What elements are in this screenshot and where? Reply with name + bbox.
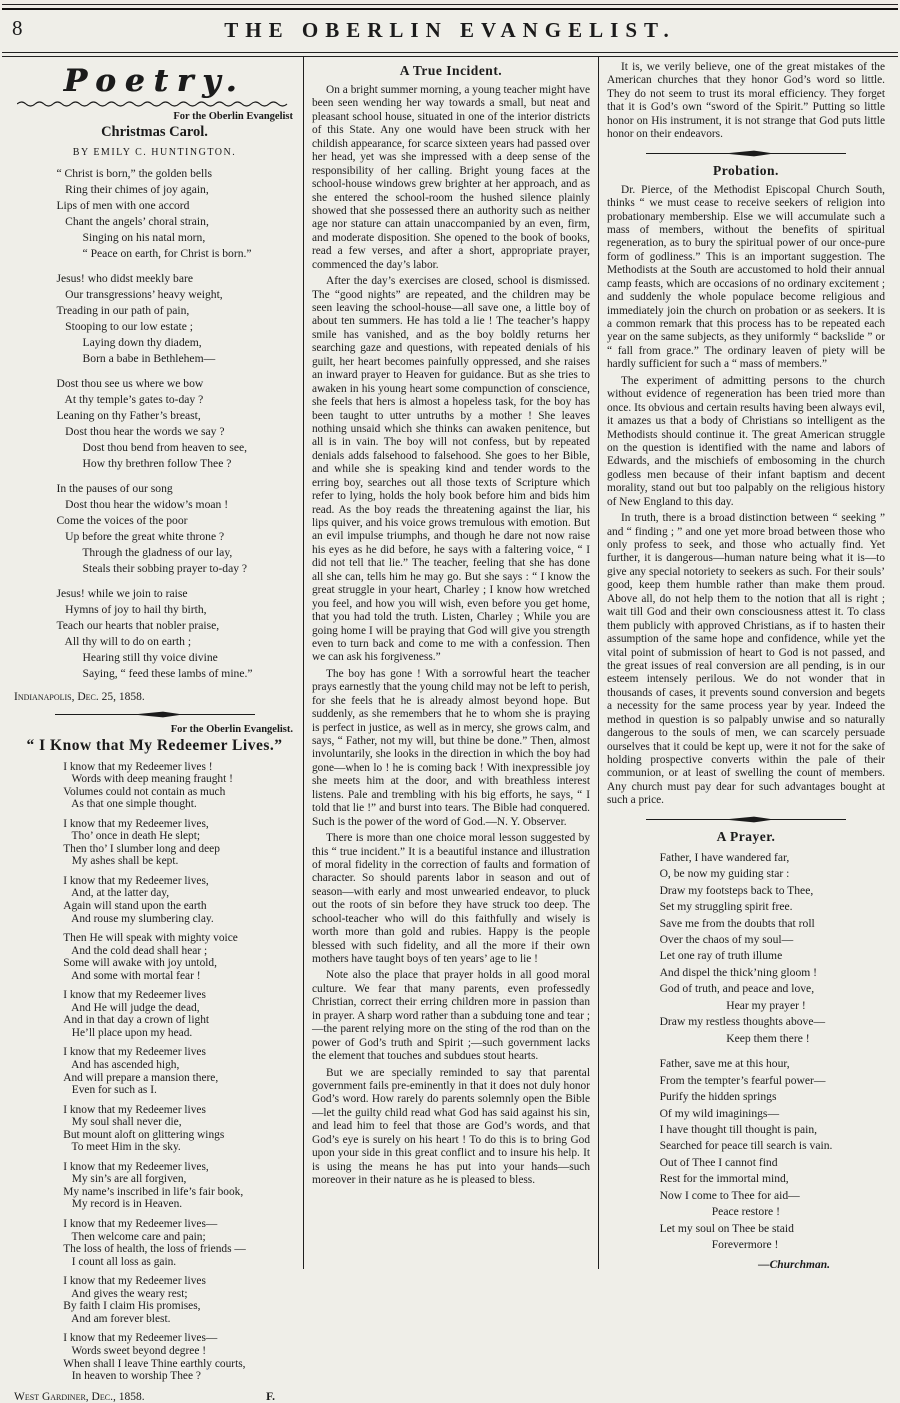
poem-line: Stooping to our low estate ; bbox=[56, 319, 193, 333]
poem-stanza bbox=[63, 818, 246, 868]
poem2-body bbox=[63, 761, 246, 1390]
poem-line: At thy temple’s gates to-day ? bbox=[56, 392, 204, 406]
poem-stanza bbox=[660, 850, 833, 1047]
poem-line: Then He will speak with mighty voice bbox=[63, 932, 238, 945]
poem-line: “ Peace on earth, for Christ is born.” bbox=[56, 246, 252, 260]
poem-line: I know that my Redeemer lives— bbox=[63, 1332, 218, 1345]
poem-line: And gives the weary rest; bbox=[63, 1287, 188, 1300]
page-header bbox=[10, 12, 890, 50]
poem-stanza bbox=[63, 761, 246, 811]
section-divider-rule bbox=[607, 149, 885, 158]
poem-line: My name’s inscribed in life’s fair book, bbox=[63, 1185, 244, 1198]
poem-line: All thy will to do on earth ; bbox=[56, 634, 192, 648]
poem2-signature: F. bbox=[266, 1390, 275, 1403]
page-number: 8 bbox=[12, 16, 23, 40]
poem-line: From the tempter’s fearful power— bbox=[659, 1073, 826, 1087]
poem2-title: “ I Know that My Redeemer Lives.” bbox=[26, 736, 283, 754]
poem1-title: Christmas Carol. bbox=[101, 124, 208, 140]
poem-line: Our transgressions’ heavy weight, bbox=[56, 287, 223, 301]
continuation-paragraph: It is, we verily believe, one of the great mistakes of the American churches that they honor God’s word so little. They do not seem to trust its moral efficiency. They forget that it is God’s own “sword of the Spirit.” Putting so little honor on His instrument, it is not strange that God puts little honor on their endeavors. bbox=[607, 61, 885, 141]
poem-line: Treading in our path of pain, bbox=[56, 303, 190, 317]
incident-article-body bbox=[312, 84, 590, 1187]
poem-stanza bbox=[660, 1056, 833, 1253]
incident-article-title: A True Incident. bbox=[399, 63, 503, 78]
poem-line: Let my soul on Thee be staid bbox=[659, 1221, 794, 1235]
section-divider-rule bbox=[14, 710, 295, 719]
poem-line: Out of Thee I cannot find bbox=[659, 1155, 778, 1169]
poem-line: Laying down thy diadem, bbox=[56, 335, 202, 349]
poem-line: Dost thou see us where we bow bbox=[56, 376, 204, 390]
poem1-body bbox=[56, 166, 252, 691]
poem-line: Father, I have wandered far, bbox=[659, 850, 790, 864]
poem-line: In heaven to worship Thee ? bbox=[63, 1370, 201, 1383]
poem-line: Steals their sobbing prayer to-day ? bbox=[56, 561, 248, 575]
poem-line: Words sweet beyond degree ! bbox=[63, 1344, 207, 1357]
poem-stanza bbox=[63, 1332, 246, 1382]
poem-line: Singing on his natal morn, bbox=[56, 230, 206, 244]
poem-line: And in that day a crown of light bbox=[63, 1014, 210, 1027]
poem-line: Dost thou hear the words we say ? bbox=[56, 424, 225, 438]
poem-line: My sin’s are all forgiven, bbox=[63, 1173, 187, 1186]
article-paragraph: The experiment of admitting persons to the church without evidence of regeneration has been tried more than once. Its obvious and certain results having been always evil, it amazes us that a body of Christians so intelligent as the Methodists should continue it. The great American struggle on the question is identified with the name and labors of Edwards, and the mischiefs of embosoming in the church godless men because of their infant baptism and decent morality, stand out but too palpably on the religious history of New England to this day. bbox=[607, 374, 885, 508]
poem-stanza bbox=[56, 376, 252, 472]
article-paragraph: The boy has gone ! With a sorrowful heart the teacher prays earnestly that the young child may not be left to perish, for she feels that he is already almost beyond hope. But suddenly, as she remembers that he to whom she is praying is perfect in justice, as well as in mercy, she grows calm, and says, “ Father, not my will, but thine be done.” Then, almost involuntarily, she looks in the direction in which the boy had gone—when lo ! he is coming back ! With inexpressible joy she meets him at the door, and with breathless interest listens. Pale and trembling with his big efforts, he says, “ I told that lie !” and burst into tears. The Bible had conquered. Such is the power of the word of God.—N. Y. Observer. bbox=[312, 667, 590, 828]
poem-stanza bbox=[56, 166, 252, 262]
poem-line: As that one simple thought. bbox=[63, 798, 197, 811]
page-top-rule bbox=[2, 4, 898, 10]
poem-stanza bbox=[63, 932, 246, 982]
poem-line: O, be now my guiding star : bbox=[659, 867, 790, 881]
poem-stanza bbox=[63, 1046, 246, 1096]
poem-line: Teach our hearts that nobler praise, bbox=[56, 618, 220, 632]
poem-line: When shall I leave Thine earthly courts, bbox=[63, 1357, 246, 1370]
poem-line: I know that my Redeemer lives, bbox=[63, 1160, 209, 1173]
poem-line: Hearing still thy voice divine bbox=[56, 650, 218, 664]
poem-line: He’ll place upon my head. bbox=[63, 1026, 193, 1039]
poem-line: Born a babe in Bethlehem— bbox=[56, 351, 216, 365]
poem2-dateline: West Gardiner, Dec., 1858. bbox=[14, 1390, 145, 1403]
poem-line: Set my struggling spirit free. bbox=[659, 900, 793, 914]
article-paragraph: On a bright summer morning, a young teacher might have been seen wending her way towards a small, but neat and pleasant school house, situated in one of the interior districts of this State. Any one would have been struck with her childish appearance, for scarce sixteen years had passed over her head, yet was she impressed with a deep sense of the responsibility of her calling. Bright young faces at the school-house windows grew brighter at her approach, and as she entered the school-room the hushed silence plainly showed that she possessed there an authority such as neither age nor stature can attain unaccompanied by an even, firm, and moderate disposition. She opened to the book of books, read a few verses, and after a short, appropriate prayer, commenced the day’s labor. bbox=[312, 84, 590, 271]
poem-line: Even for such as I. bbox=[63, 1084, 157, 1097]
poem-line: Chant the angels’ choral strain, bbox=[56, 214, 209, 228]
poem-line: The loss of health, the loss of friends — bbox=[63, 1243, 246, 1256]
poem-line: And the cold dead shall hear ; bbox=[63, 944, 208, 957]
lead-paragraph-block bbox=[607, 61, 885, 142]
poem-line: To meet Him in the sky. bbox=[63, 1141, 181, 1154]
poem-line: Again will stand upon the earth bbox=[63, 900, 207, 912]
poem-line: My soul shall never die, bbox=[63, 1116, 182, 1129]
column-incident bbox=[303, 57, 599, 1269]
poem-line: Draw my restless thoughts above— bbox=[659, 1015, 826, 1029]
poem-line: And am forever blest. bbox=[63, 1312, 171, 1325]
poem1-credit: For the Oberlin Evangelist bbox=[173, 111, 293, 122]
poem-line: And some with mortal fear ! bbox=[63, 969, 201, 982]
poem-line: But mount aloft on glittering wings bbox=[63, 1128, 225, 1141]
poem-line: I know that my Redeemer lives bbox=[63, 1046, 206, 1059]
poem-line: Ring their chimes of joy again, bbox=[56, 182, 209, 196]
poem1-byline: BY EMILY C. HUNTINGTON. bbox=[72, 147, 237, 158]
prayer-poem-title: A Prayer. bbox=[716, 828, 776, 844]
poem-line: Rest for the immortal mind, bbox=[659, 1172, 789, 1186]
poem1-dateline: Indianapolis, Dec. 25, 1858. bbox=[14, 690, 145, 703]
poem-line: Dost thou hear the widow’s moan ! bbox=[56, 497, 229, 511]
poem-line: And dispel the thick’ning gloom ! bbox=[659, 965, 818, 979]
poem-line: Volumes could not contain as much bbox=[63, 785, 226, 798]
article-paragraph: There is more than one choice moral lesson suggested by this “ true incident.” It is a beautiful instance and illustration of moral fidelity in the correction of faults and formation of character. So should parents labor in season and out of season—with early and most unwearied endeavor, to pluck out the roots of sin before they have struck too deep. The school-teacher who will do this faithfully and wisely is worth more than gold and rubies. Happy is the people blessed with such fidelity, and all the more if their own mothers have taught boys of ten years’ age to lie ! bbox=[312, 832, 590, 965]
wavy-rule bbox=[17, 100, 293, 108]
poem-stanza bbox=[56, 586, 252, 682]
poem-line: And has ascended high, bbox=[63, 1059, 180, 1072]
article-paragraph: Note also the place that prayer holds in all good moral culture. We fear that many parents, even professedly Christian, correct their erring children more in passion than in prayer. A sharp word rather than a subduing tone and tear ;—the parent relying more on the sting of the rod than on the power of God’s truth and Spirit ;—such government lacks the element that touches and subdues stout hearts. bbox=[312, 969, 590, 1063]
page-columns bbox=[6, 57, 894, 1403]
article-paragraph: But we are specially reminded to say that parental government fails pre-eminently in that it does not duly honor God’s word. How rarely do parents solemnly open the Bible—let the guilty child read what God has said against his sin, and lead him to feel that those are God’s words, and that God’s eye is surely on his heart ! To do this is to bring God upon your side in this great conflict and to insure his help. It is using the means he has put into your hands—such moreover in their nature as he is pleased to bless. bbox=[312, 1066, 590, 1186]
article-paragraph: In truth, there is a broad distinction between “ seeking ” and “ finding ; ” and one yet more broad between those who only profess to seek, and those who actually find. Yet further, it is dangerous—human nature being what it is—to give any special notoriety to seekers as such. For their souls’ good, keep them humble rather than make them proud. Above all, do not help them to the notion that all is right ; wait till God and their own consciousness attest it. To class them publicly with approved Christians, as if to hasten their assumption of the same hope and confidence, while yet the vital point of submission of heart to God is not passed, and the great issues of real conversion are all pending, is in our esteem intensely perilous. We do not wonder that in thousands of cases, it prevents sound conversion and begets a necessity for the same process year by year. Indeed the method in question is so palpably unwise and so naturally dangerous to the souls of men, we can scarcely persuade ourselves that it could be kept up, were it not for the sake of holding prospective converts within the pale of their communion, or at least of swelling the count of members. Any church must pay dear for such advantages bought at such a price. bbox=[607, 512, 885, 807]
poem-line: Now I come to Thee for aid— bbox=[659, 1188, 800, 1202]
poem-line: I have thought till thought is pain, bbox=[659, 1123, 818, 1136]
poem-line: Through the gladness of our lay, bbox=[56, 545, 233, 559]
poem-stanza bbox=[63, 1161, 246, 1211]
column-right bbox=[599, 57, 893, 1269]
poem-line: Father, save me at this hour, bbox=[659, 1057, 790, 1071]
poem-stanza bbox=[63, 1218, 246, 1268]
poem-line: My record is in Heaven. bbox=[63, 1198, 183, 1211]
article-paragraph: Dr. Pierce, of the Methodist Episcopal Church South, thinks “ we must cease to receive seekers of religion into probationary membership. Else we will accumulate such a mass of members, without the benefits of spiritual regeneration, as to bury the spiritual power of our once-pure form of godliness.” This is an important suggestion. The Methodists at the South are accustomed to hold their annual camp feasts, which are occasions of no ordinary excitement ; and suddenly the whole populace become religious and immediately join the church on probation or as seekers. It is a common remark that this process has to be repeated each year on the same subjects, as they uniformly “ backslide ” or “ fall from grace.” The ordinary leaven of piety will be hardly sufficient for such a “ mass of members.” bbox=[607, 183, 885, 371]
poem-line: My ashes shall be kept. bbox=[63, 855, 179, 868]
poem-line: Save me from the doubts that roll bbox=[659, 916, 815, 930]
poem-line: By faith I claim His promises, bbox=[63, 1300, 201, 1313]
poetry-section-heading: Poetry. bbox=[63, 63, 246, 99]
poem-line: Some will awake with joy untold, bbox=[63, 957, 217, 970]
poem-line: Tho’ once in death He slept; bbox=[63, 830, 201, 843]
poem-line: Purify the hidden springs bbox=[659, 1090, 777, 1104]
poem-line: Dost thou bend from heaven to see, bbox=[56, 440, 248, 454]
poem-stanza bbox=[63, 989, 246, 1039]
poem-line: Lips of men with one accord bbox=[56, 198, 190, 212]
article-paragraph: After the day’s exercises are closed, school is dismissed. The “good nights” are repeated, and the children may be seen leaving the school-house—all save one, a little boy of about ten summers. He has told a lie ! The teacher’s happy smile has vanished, and as the boy boldly returns her searching gaze and questions, with repeated denials of his guilt, her heart becomes painfully oppressed, and she raises an inward prayer to Heaven for guidance. But as she tries to awaken in his young heart some compunction of conscience, she feels that hers is almost a hopeless task, for the boy has been taught to utter untruths by a mother ! She leaves nothing unsaid which she thinks can awaken penitence, but all is in vain. The boy will not confess, but by repeated denials adds falsehood to falsehood. She goes to her Bible, and while she is speaking kind and tender words to the erring boy, searches out all those texts of Scripture which refer to lying, holds the holy book before him and bids him read. As the boy reads the threatening against the liar, his lips quiver, and his voice grows tremulous with emotion. But an evil impulse triumphs, and though he dare not now raise his eyes as he did before, he says with a faltering voice, “ I did not tell that lie.” The teacher, feeling that she has done all she can, tells him he may go. But she says : “ I know the great struggle in your heart, Charley ; I know how wretched you feel, and how you will wish, even before you get home, that you had told the truth. Listen, Charley ; While you are going home I will be praying that God will give you strength even to turn back and come to me with a confession. Then we can ask his forgiveness.” bbox=[312, 275, 590, 664]
poem-line: How thy brethren follow Thee ? bbox=[56, 456, 232, 470]
poem-line: Leaning on thy Father’s breast, bbox=[56, 408, 201, 422]
poem-line: Of my wild imaginings— bbox=[659, 1106, 780, 1120]
poem-line: Then tho’ I slumber long and deep bbox=[63, 842, 220, 855]
poem-line: I know that my Redeemer lives bbox=[63, 1275, 206, 1288]
poem-line: And will prepare a mansion there, bbox=[63, 1071, 219, 1084]
poem-line: And He will judge the dead, bbox=[63, 1001, 200, 1014]
poem-line: Hymns of joy to hail thy birth, bbox=[56, 602, 207, 616]
poem2-credit: For the Oberlin Evangelist. bbox=[170, 723, 293, 735]
poem-stanza bbox=[56, 481, 252, 577]
poem-line: I know that my Redeemer lives, bbox=[63, 817, 209, 830]
poem-line: I know that my Redeemer lives ! bbox=[63, 760, 213, 773]
poem-line: Peace restore ! bbox=[659, 1205, 780, 1219]
poem-stanza bbox=[63, 875, 246, 925]
poem-stanza bbox=[63, 1104, 246, 1154]
poem-line: Hear my prayer ! bbox=[659, 998, 806, 1012]
poem-line: Draw my footsteps back to Thee, bbox=[659, 883, 814, 897]
poem-line: Keep them there ! bbox=[659, 1031, 810, 1045]
poem-stanza bbox=[56, 271, 252, 367]
poem-line: Over the chaos of my soul— bbox=[659, 933, 794, 947]
poem-line: Up before the great white throne ? bbox=[56, 529, 225, 543]
poem-line: I know that my Redeemer lives— bbox=[63, 1218, 218, 1231]
poem-line: In the pauses of our song bbox=[56, 481, 173, 495]
poem-line: I know that my Redeemer lives bbox=[63, 989, 206, 1002]
poem-line: And rouse my slumbering clay. bbox=[63, 912, 214, 925]
poem-line: Searched for peace till search is vain. bbox=[659, 1139, 833, 1153]
poem-line: Then welcome care and pain; bbox=[63, 1230, 206, 1243]
poem-line: Forevermore ! bbox=[659, 1238, 779, 1252]
poem-stanza bbox=[63, 1275, 246, 1325]
poem-line: Come the voices of the poor bbox=[56, 513, 188, 527]
poem-line: “ Christ is born,” the golden bells bbox=[56, 167, 212, 180]
poem2-dateline-row bbox=[14, 1391, 295, 1403]
poem-line: Saying, “ feed these lambs of mine.” bbox=[56, 666, 253, 680]
masthead-title: THE OBERLIN EVANGELIST. bbox=[224, 18, 676, 42]
poem-line: I count all loss as gain. bbox=[63, 1255, 177, 1268]
poem-line: Words with deep meaning fraught ! bbox=[63, 773, 233, 786]
poem-line: I know that my Redeemer lives bbox=[63, 1103, 206, 1116]
poem-line: Let one ray of truth illume bbox=[659, 949, 783, 963]
poem-line: Jesus! while we join to raise bbox=[56, 586, 188, 600]
prayer-signature: —Churchman. bbox=[758, 1258, 830, 1271]
prayer-poem-body bbox=[660, 850, 833, 1263]
poem-line: I know that my Redeemer lives, bbox=[63, 874, 209, 887]
probation-article-title: Probation. bbox=[713, 162, 779, 178]
poem-line: God of truth, and peace and love, bbox=[659, 982, 815, 996]
poem-line: Jesus! who didst meekly bare bbox=[56, 271, 193, 285]
column-poetry bbox=[6, 57, 303, 1403]
probation-article-body bbox=[607, 184, 885, 808]
poem-line: And, at the latter day, bbox=[63, 887, 170, 900]
section-divider-rule bbox=[607, 815, 885, 824]
